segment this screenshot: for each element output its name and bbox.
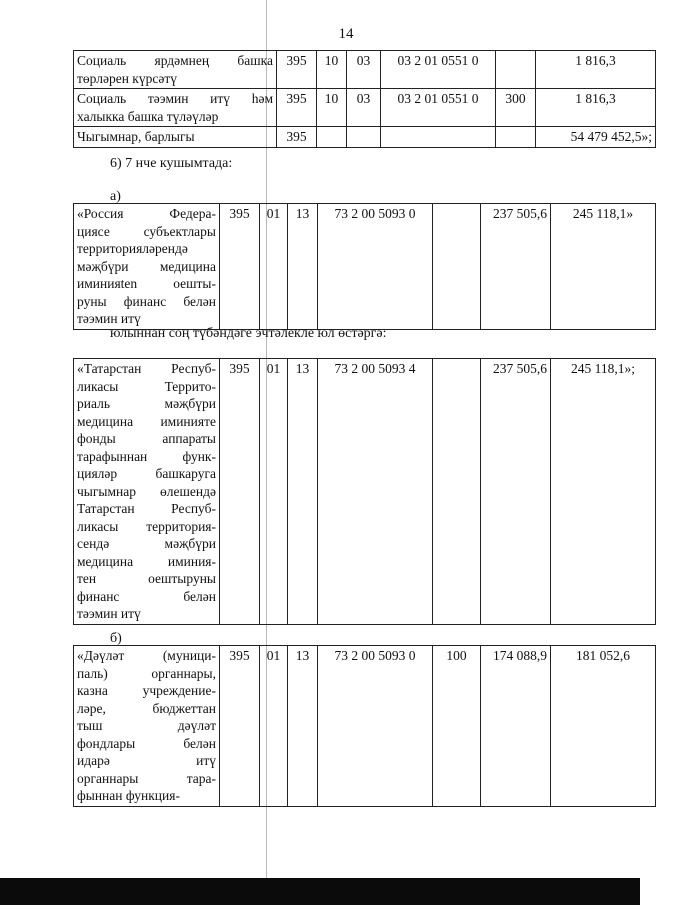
cell-amount-2: 245 118,1»; [551, 359, 656, 625]
cell-section: 01 [260, 204, 288, 330]
cell-ministry: 395 [220, 359, 260, 625]
cell-subsection: 03 [347, 51, 381, 89]
cell-amount-1: 237 505,6 [481, 204, 551, 330]
cell-section: 10 [317, 89, 347, 127]
table-row [74, 127, 656, 148]
cell-subsection: 13 [288, 204, 318, 330]
subitem-a-label: а) [110, 189, 121, 204]
cell-section [317, 127, 347, 148]
cell-section: 10 [317, 51, 347, 89]
scan-bottom-edge [0, 878, 640, 905]
page-number: 14 [338, 26, 354, 42]
table-b [73, 645, 656, 807]
table-a2 [73, 358, 656, 625]
cell-amount: 1 816,3 [536, 51, 656, 89]
row-desc: «Татарстан Респуб- ликасы Террито- риаль мәҗбүри медицина иминияте фонды аппараты тарафыннан функ- цияләр башкаруга чыгымнар өлешендә Татарстан Респуб- ликасы территория- сендә мәҗбүри медицина иминия- тен оештыруны финанс белән тәэмин итү [74, 359, 220, 625]
table-row [74, 646, 656, 807]
cell-target [381, 127, 496, 148]
table-row [74, 89, 656, 127]
row-desc: Социаль ярдәмнең башка төрләрен күрсәтү [74, 51, 277, 89]
cell-amount-1: 174 088,9 [481, 646, 551, 807]
cell-target: 73 2 00 5093 4 [318, 359, 433, 625]
cell-target: 73 2 00 5093 0 [318, 646, 433, 807]
cell-ministry: 395 [220, 646, 260, 807]
table-row [74, 359, 656, 625]
table-row [74, 51, 656, 89]
cell-subsection [347, 127, 381, 148]
cell-subsection: 03 [347, 89, 381, 127]
cell-type [496, 51, 536, 89]
cell-target: 03 2 01 0551 0 [381, 89, 496, 127]
insert-instruction: юлыннан соң түбәндәге эчтәлекле юл өстәргә: [110, 326, 387, 341]
cell-ministry: 395 [277, 51, 317, 89]
cell-type: 100 [433, 646, 481, 807]
cell-target: 73 2 00 5093 0 [318, 204, 433, 330]
row-desc: «Дәүләт (муници- паль) органнары, казна учреждение- ләре, бюджеттан тыш дәүләт фондлары белән идарә итү органнары тара- фыннан функция- [74, 646, 220, 807]
cell-type [496, 127, 536, 148]
table-top [73, 50, 656, 148]
cell-type [433, 204, 481, 330]
cell-amount-1: 237 505,6 [481, 359, 551, 625]
cell-ministry: 395 [277, 89, 317, 127]
cell-amount-2: 181 052,6 [551, 646, 656, 807]
table-a1 [73, 203, 656, 330]
cell-type: 300 [496, 89, 536, 127]
cell-amount: 1 816,3 [536, 89, 656, 127]
cell-target: 03 2 01 0551 0 [381, 51, 496, 89]
cell-amount: 54 479 452,5»; [536, 127, 656, 148]
row-desc: Социаль тәэмин итү һәм халыкка башка түләүләр [74, 89, 277, 127]
row-desc: Чыгымнар, барлыгы [74, 127, 277, 148]
cell-subsection: 13 [288, 359, 318, 625]
cell-ministry: 395 [220, 204, 260, 330]
item-6-heading: 6) 7 нче кушымтада: [110, 156, 233, 171]
cell-ministry: 395 [277, 127, 317, 148]
cell-subsection: 13 [288, 646, 318, 807]
cell-section: 01 [260, 646, 288, 807]
cell-type [433, 359, 481, 625]
cell-amount-2: 245 118,1» [551, 204, 656, 330]
table-row [74, 204, 656, 330]
cell-section: 01 [260, 359, 288, 625]
row-desc: «Россия Федера- циясе субъектлары территорияләрендә мәҗбүри медицина иминияten оешты- руны финанс белән тәэмин итү [74, 204, 220, 330]
subitem-b-label: б) [110, 631, 122, 646]
